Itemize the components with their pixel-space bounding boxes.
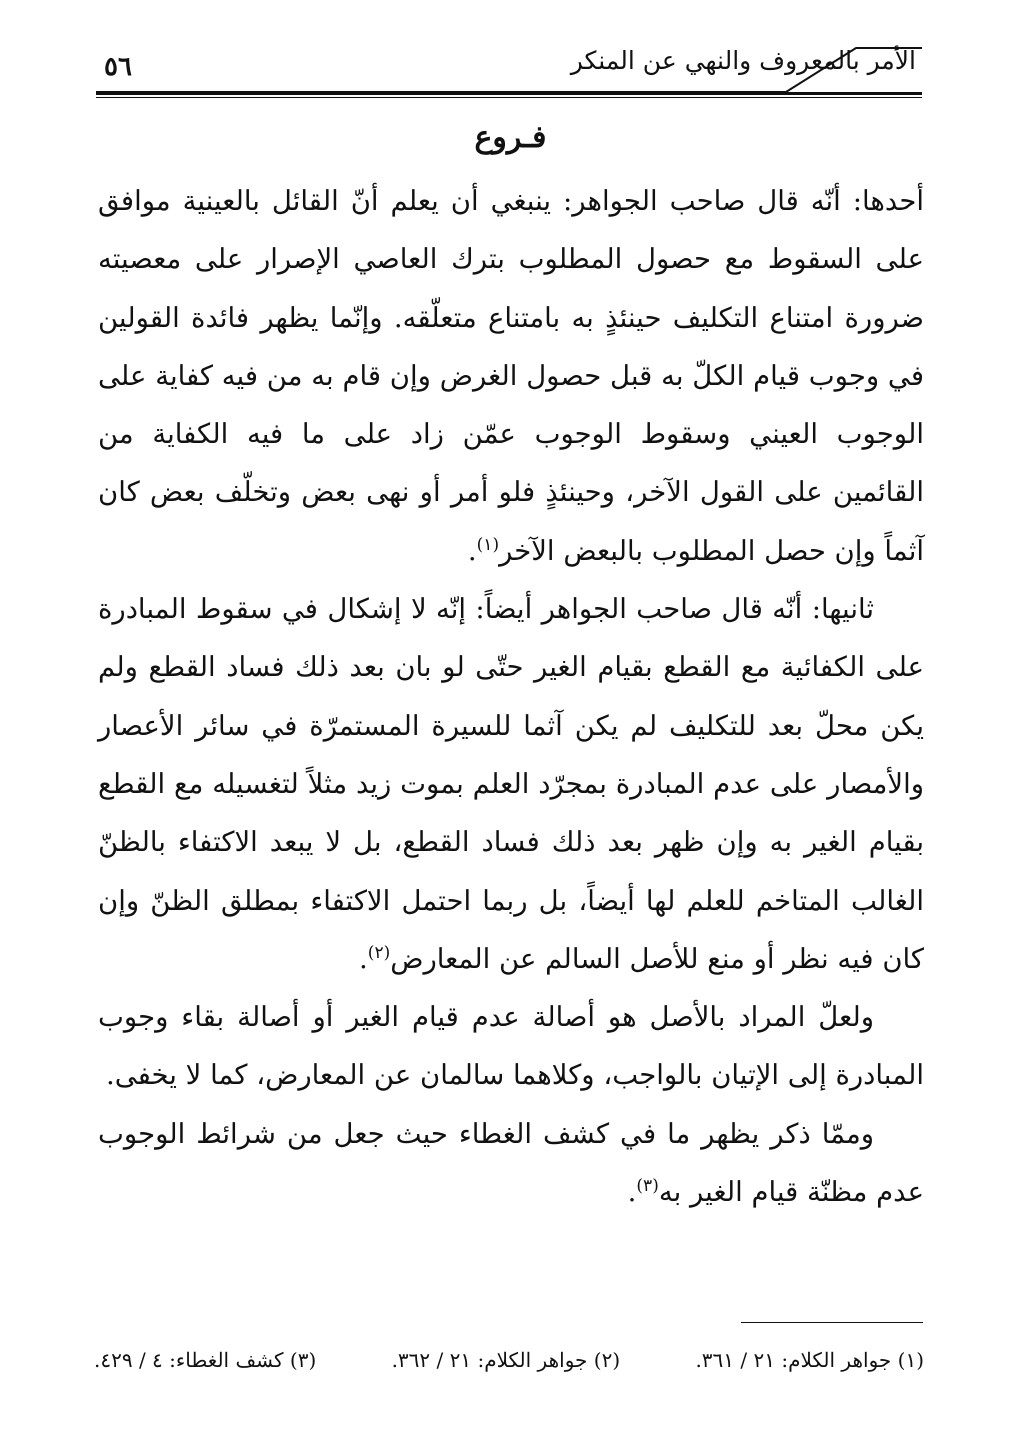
paragraph-text: ثانيها: أنّه قال صاحب الجواهر أيضاً: إنّه لا إشكال في سقوط المبادرة على الكفائية مع القطع بقيام الغير حتّى لو بان بعد ذلك فساد القطع ولم يكن محلّ بعد للتكليف لم يكن آثما للسيرة المستمرّة في سائر الأعصار والأمصار على عدم المبادرة بمجرّد العلم بموت زيد مثلاً لتغسيله مع القطع بقيام الغير به وإن ظهر بعد ذلك فساد القطع، بل لا يبعد الاكتفاء بالظنّ الغالب المتاخم للعلم لها أيضاً، بل ربما احتمل الاكتفاء بمطلق الظنّ وإن كان فيه نظر أو منع للأصل السالم عن المعارض <box>98 593 924 975</box>
section-heading: فـروع <box>474 120 547 155</box>
footnote-separator <box>741 1322 923 1323</box>
paragraph-text: أحدها: أنّه قال صاحب الجواهر: ينبغي أن يعلم أنّ القائل بالعينية موافق على السقوط مع حصول المطلوب بترك العاصي الإصرار على معصيته ضرورة امتناع التكليف حينئذٍ به بامتناع متعلّقه. وإنّما يظهر فائدة القولين في وجوب قيام الكلّ به قبل حصول الغرض وإن قام به من فيه كفاية على الوجوب العيني وسقوط الوجوب عمّن زاد على ما فيه الكفاية من القائمين على القول الآخر، وحينئذٍ فلو أمر أو نهى بعض وتخلّف بعض كان آثماً وإن حصل المطلوب بالبعض الآخر <box>98 185 924 567</box>
header-rule <box>96 92 922 95</box>
paragraph-text: وممّا ذكر يظهر ما في كشف الغطاء حيث جعل من شرائط الوجوب عدم مظنّة قيام الغير به <box>98 1117 924 1209</box>
running-title: الأمر بالمعروف والنهي عن المنكر <box>570 46 916 75</box>
running-header <box>96 40 922 100</box>
footnote-ref[interactable]: (٢) <box>367 942 391 963</box>
paragraph-2 <box>98 580 924 988</box>
page-number: ٥٦ <box>104 52 132 82</box>
paragraph-tail: . <box>627 1176 637 1209</box>
paragraph-tail: . <box>359 942 368 975</box>
footnotes <box>94 1348 924 1372</box>
paragraph-tail: . <box>467 534 477 567</box>
paragraph-4 <box>98 1105 924 1222</box>
paragraph-1 <box>98 172 924 580</box>
body-text <box>98 172 924 1221</box>
footnote-2: (٢) جواهر الكلام: ٢١ / ٣٦٢. <box>391 1348 621 1372</box>
footnote-ref[interactable]: (٣) <box>636 1175 659 1196</box>
footnote-3: (٣) كشف الغطاء: ٤ / ٤٢٩. <box>94 1348 317 1372</box>
paragraph-text: ولعلّ المراد بالأصل هو أصالة عدم قيام الغير أو أصالة بقاء وجوب المبادرة إلى الإتيان بالواجب، وكلاهما سالمان عن المعارض، كما لا يخفى. <box>98 1001 924 1092</box>
footnote-1: (١) جواهر الكلام: ٢١ / ٣٦١. <box>695 1348 924 1372</box>
paragraph-3 <box>98 988 924 1105</box>
header-rule-thin <box>96 97 922 98</box>
footnote-ref[interactable]: (١) <box>476 534 500 555</box>
